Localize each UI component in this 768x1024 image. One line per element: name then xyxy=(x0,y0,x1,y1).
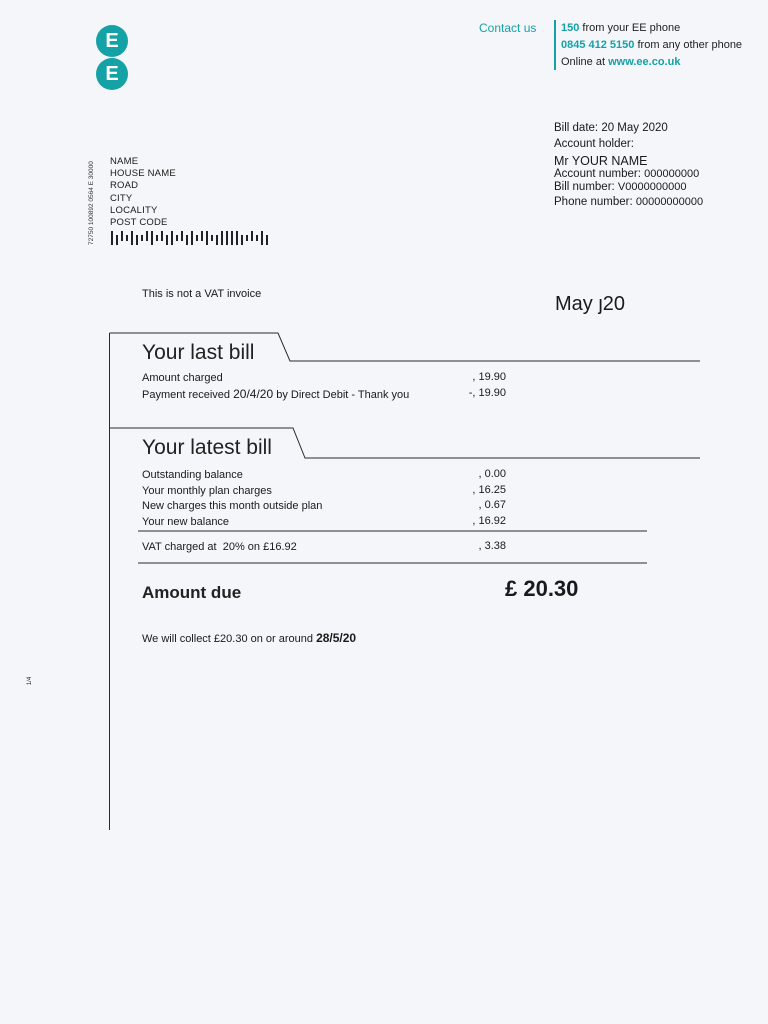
account-number-label: Account number: xyxy=(554,168,641,180)
address-line-name: NAME xyxy=(110,156,139,167)
row-suffix: by Direct Debit - Thank you xyxy=(273,389,410,401)
phone-number-value: 00000000000 xyxy=(635,196,704,208)
bill-date-value: 20 May 2020 xyxy=(601,122,668,134)
vat-value: , 3.38 xyxy=(478,540,506,552)
latest-row-new-balance: Your new balance xyxy=(142,516,230,528)
vat-note: This is not a VAT invoice xyxy=(142,288,262,300)
account-holder: Mr YOUR NAME xyxy=(554,154,648,168)
logo-letter-bottom: E xyxy=(96,58,128,90)
phone-number-label: Phone number: xyxy=(554,196,633,208)
latest-row-plan-value: , 16.25 xyxy=(472,484,506,496)
latest-row-outstanding: Outstanding balance xyxy=(142,469,243,481)
address-line-house: HOUSE NAME xyxy=(110,168,176,179)
account-holder-label: Account holder: xyxy=(554,138,634,150)
address-line-postcode: POST CODE xyxy=(110,217,168,228)
margin-mark: 1/4 xyxy=(27,676,34,686)
latest-row-new-balance-value: , 16.92 xyxy=(472,515,506,527)
last-bill-row-amount-charged xyxy=(142,372,223,384)
address-line-road: ROAD xyxy=(110,180,139,191)
side-code: 72750 100892 0564 E 30000 xyxy=(88,161,95,245)
last-bill-payment-value: -, 19.90 xyxy=(468,387,506,399)
last-bill-title: Your last bill xyxy=(142,341,255,364)
last-bill-amount-charged-value: , 19.90 xyxy=(472,371,506,383)
address-line-city: CITY xyxy=(110,193,133,204)
latest-row-outside-plan: New charges this month outside plan xyxy=(142,500,323,512)
bill-number-value: V0000000000 xyxy=(617,181,687,193)
latest-row-outstanding-value: , 0.00 xyxy=(478,468,506,480)
collection-date: 28/5/20 xyxy=(316,631,357,645)
vat-label: VAT charged at xyxy=(142,541,217,553)
bill-date-label: Bill date: xyxy=(554,122,599,134)
address-line-locality: LOCALITY xyxy=(110,205,158,216)
contact-label: Contact us xyxy=(479,21,537,35)
online-text: Online at xyxy=(561,56,606,68)
phone-short-text: from your EE phone xyxy=(582,22,681,34)
bill-number-label: Bill number: xyxy=(554,181,615,193)
amount-due-value: £ 20.30 xyxy=(505,576,579,601)
last-bill-row-payment xyxy=(142,387,409,401)
account-number-value: 000000000 xyxy=(644,168,700,180)
latest-row-plan: Your monthly plan charges xyxy=(142,485,272,497)
vat-row xyxy=(142,541,297,553)
phone-long[interactable]: 0845 412 5150 xyxy=(561,39,635,51)
vat-detail: 20% on £16.92 xyxy=(222,541,297,553)
latest-bill-title: Your latest bill xyxy=(142,436,272,459)
row-label: Payment received xyxy=(142,389,234,401)
bill-period: May ȷ20 xyxy=(555,293,626,315)
collection-text: We will collect £20.30 on or around xyxy=(142,633,317,645)
logo-letter-top: E xyxy=(96,25,128,57)
phone-long-text: from any other phone xyxy=(637,39,743,51)
phone-short[interactable]: 150 xyxy=(561,22,580,34)
row-label: Amount charged xyxy=(142,372,223,384)
payment-date: 20/4/20 xyxy=(233,387,274,401)
collection-note xyxy=(142,631,356,645)
latest-row-outside-plan-value: , 0.67 xyxy=(478,499,506,511)
online-url[interactable]: www.ee.co.uk xyxy=(608,56,681,68)
amount-due-label: Amount due xyxy=(142,583,242,602)
